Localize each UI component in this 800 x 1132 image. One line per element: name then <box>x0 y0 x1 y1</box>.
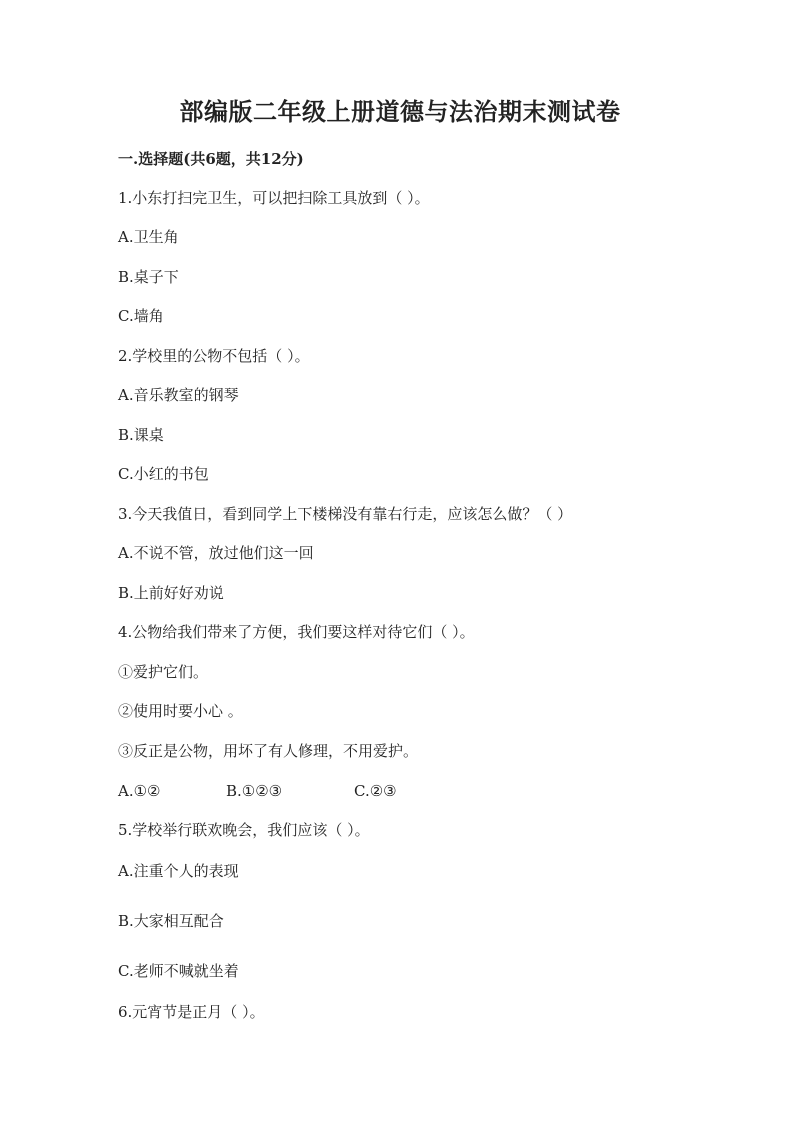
question-4-option-c: C.②③ <box>354 782 397 800</box>
question-2-option-c: C.小红的书包 <box>118 465 209 483</box>
question-4-option-b: B.①②③ <box>226 782 283 800</box>
question-4-option-a: A.①② <box>118 782 161 800</box>
question-4-stem: 4.公物给我们带来了方便，我们要这样对待它们（ ）。 <box>118 623 475 641</box>
question-3-option-a: A.不说不管，放过他们这一回 <box>118 544 314 562</box>
question-5-option-b: B.大家相互配合 <box>118 912 224 930</box>
question-1-option-b: B.桌子下 <box>118 268 179 286</box>
question-5-option-c: C.老师不喊就坐着 <box>118 962 239 980</box>
question-2-option-b: B.课桌 <box>118 426 164 444</box>
question-5-stem: 5.学校举行联欢晚会，我们应该（ ）。 <box>118 821 370 839</box>
question-4-statement-3: ③反正是公物，用坏了有人修理，不用爱护。 <box>118 742 419 760</box>
question-4-statement-2: ②使用时要小心 。 <box>118 702 243 720</box>
question-3-option-b: B.上前好好劝说 <box>118 584 224 602</box>
question-2-stem: 2.学校里的公物不包括（ ）。 <box>118 347 310 365</box>
question-2-option-a: A.音乐教室的钢琴 <box>118 386 239 404</box>
question-1-stem: 1.小东打扫完卫生，可以把扫除工具放到（ ）。 <box>118 189 430 207</box>
section-heading: 一.选择题(共6题，共12分) <box>118 150 304 168</box>
question-1-option-c: C.墙角 <box>118 307 164 325</box>
question-5-option-a: A.注重个人的表现 <box>118 862 239 880</box>
question-3-stem: 3.今天我值日，看到同学上下楼梯没有靠右行走，应该怎么做？（ ） <box>118 505 573 523</box>
document-title: 部编版二年级上册道德与法治期末测试卷 <box>179 97 621 126</box>
question-6-stem: 6.元宵节是正月（ ）。 <box>118 1003 265 1021</box>
question-1-option-a: A.卫生角 <box>118 228 179 246</box>
question-4-statement-1: ①爱护它们。 <box>118 663 209 681</box>
